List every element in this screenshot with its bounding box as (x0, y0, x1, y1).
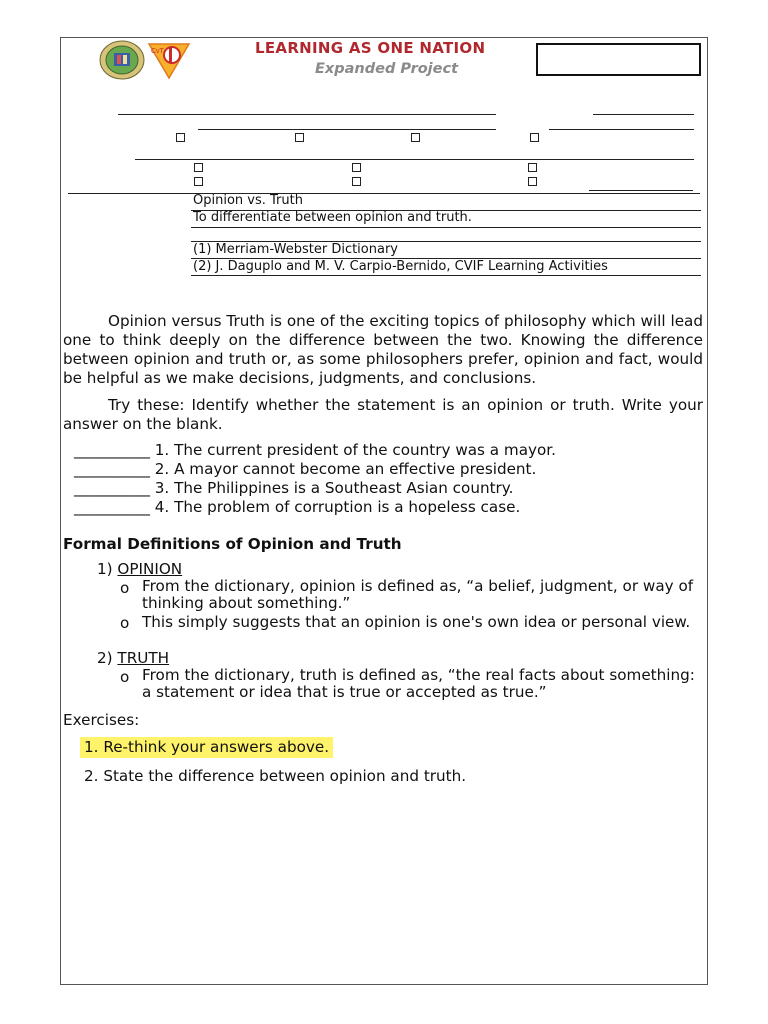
instruction-paragraph: Try these: Identify whether the statement is an opinion or truth. Write your answer on the blank. (63, 396, 703, 433)
checkbox[interactable] (194, 163, 203, 172)
checkbox[interactable] (352, 177, 361, 186)
objective-text: To differentiate between opinion and truth. (193, 210, 472, 225)
checkbox[interactable] (352, 163, 361, 172)
checkbox[interactable] (194, 177, 203, 186)
checkbox[interactable] (411, 133, 420, 142)
form-line (191, 227, 701, 228)
page-title: LEARNING AS ONE NATION (255, 39, 486, 57)
form-line (549, 129, 694, 130)
checkbox[interactable] (528, 163, 537, 172)
list-item: __________ 3. The Philippines is a Southeast Asian country. (74, 479, 514, 497)
definitions-heading: Formal Definitions of Opinion and Truth (63, 535, 402, 553)
reference-1: (1) Merriam-Webster Dictionary (193, 242, 398, 257)
checkbox[interactable] (176, 133, 185, 142)
form-line (118, 114, 496, 115)
topic-text: Opinion vs. Truth (193, 193, 303, 208)
answer-blank[interactable]: __________ (74, 498, 150, 516)
bullet-icon: o (120, 579, 130, 597)
list-item: __________ 4. The problem of corruption is a hopeless case. (74, 498, 521, 516)
svg-text:CvT: CvT (151, 48, 164, 55)
list-item: __________ 1. The current president of the country was a mayor. (74, 441, 556, 459)
cvt-logo (147, 40, 191, 80)
form-line (68, 193, 700, 194)
opinion-note: This simply suggests that an opinion is one's own idea or personal view. (142, 613, 691, 631)
answer-blank[interactable]: __________ (74, 479, 150, 497)
form-line (135, 159, 694, 160)
checkbox[interactable] (528, 177, 537, 186)
truth-definition: From the dictionary, truth is defined as, “the real facts about something: a statement or idea that is true or accepted as true.” (142, 666, 695, 701)
bullet-icon: o (120, 668, 130, 686)
reference-2: (2) J. Daguplo and M. V. Carpio-Bernido, CVIF Learning Activities (193, 259, 608, 274)
exercises-heading: Exercises: (63, 711, 140, 729)
opinion-heading: 1) OPINION (97, 560, 183, 578)
form-line (589, 190, 693, 191)
answer-blank[interactable]: __________ (74, 460, 150, 478)
answer-blank[interactable]: __________ (74, 441, 150, 459)
bullet-icon: o (120, 614, 130, 632)
form-line (593, 114, 694, 115)
form-line (198, 129, 496, 130)
form-line (191, 275, 701, 276)
exercise-item-1: 1. Re-think your answers above. (80, 737, 333, 758)
opinion-definition: From the dictionary, opinion is defined as, “a belief, judgment, or way of thinking about something.” (142, 577, 694, 612)
intro-paragraph: Opinion versus Truth is one of the exciting topics of philosophy which will lead one to think deeply on the difference between the two. Knowing the difference between opinion and truth or, as some philosophers prefer, opinion and fact, would be helpful as we make decisions, judgments, and conclusions. (63, 312, 703, 387)
truth-heading: 2) TRUTH (97, 649, 170, 667)
checkbox[interactable] (295, 133, 304, 142)
checkbox[interactable] (530, 133, 539, 142)
exercise-item-2: 2. State the difference between opinion and truth. (84, 767, 467, 785)
list-item: __________ 2. A mayor cannot become an effective president. (74, 460, 537, 478)
page-subtitle: Expanded Project (315, 61, 459, 77)
id-box (536, 43, 701, 76)
school-seal-logo (99, 40, 145, 80)
